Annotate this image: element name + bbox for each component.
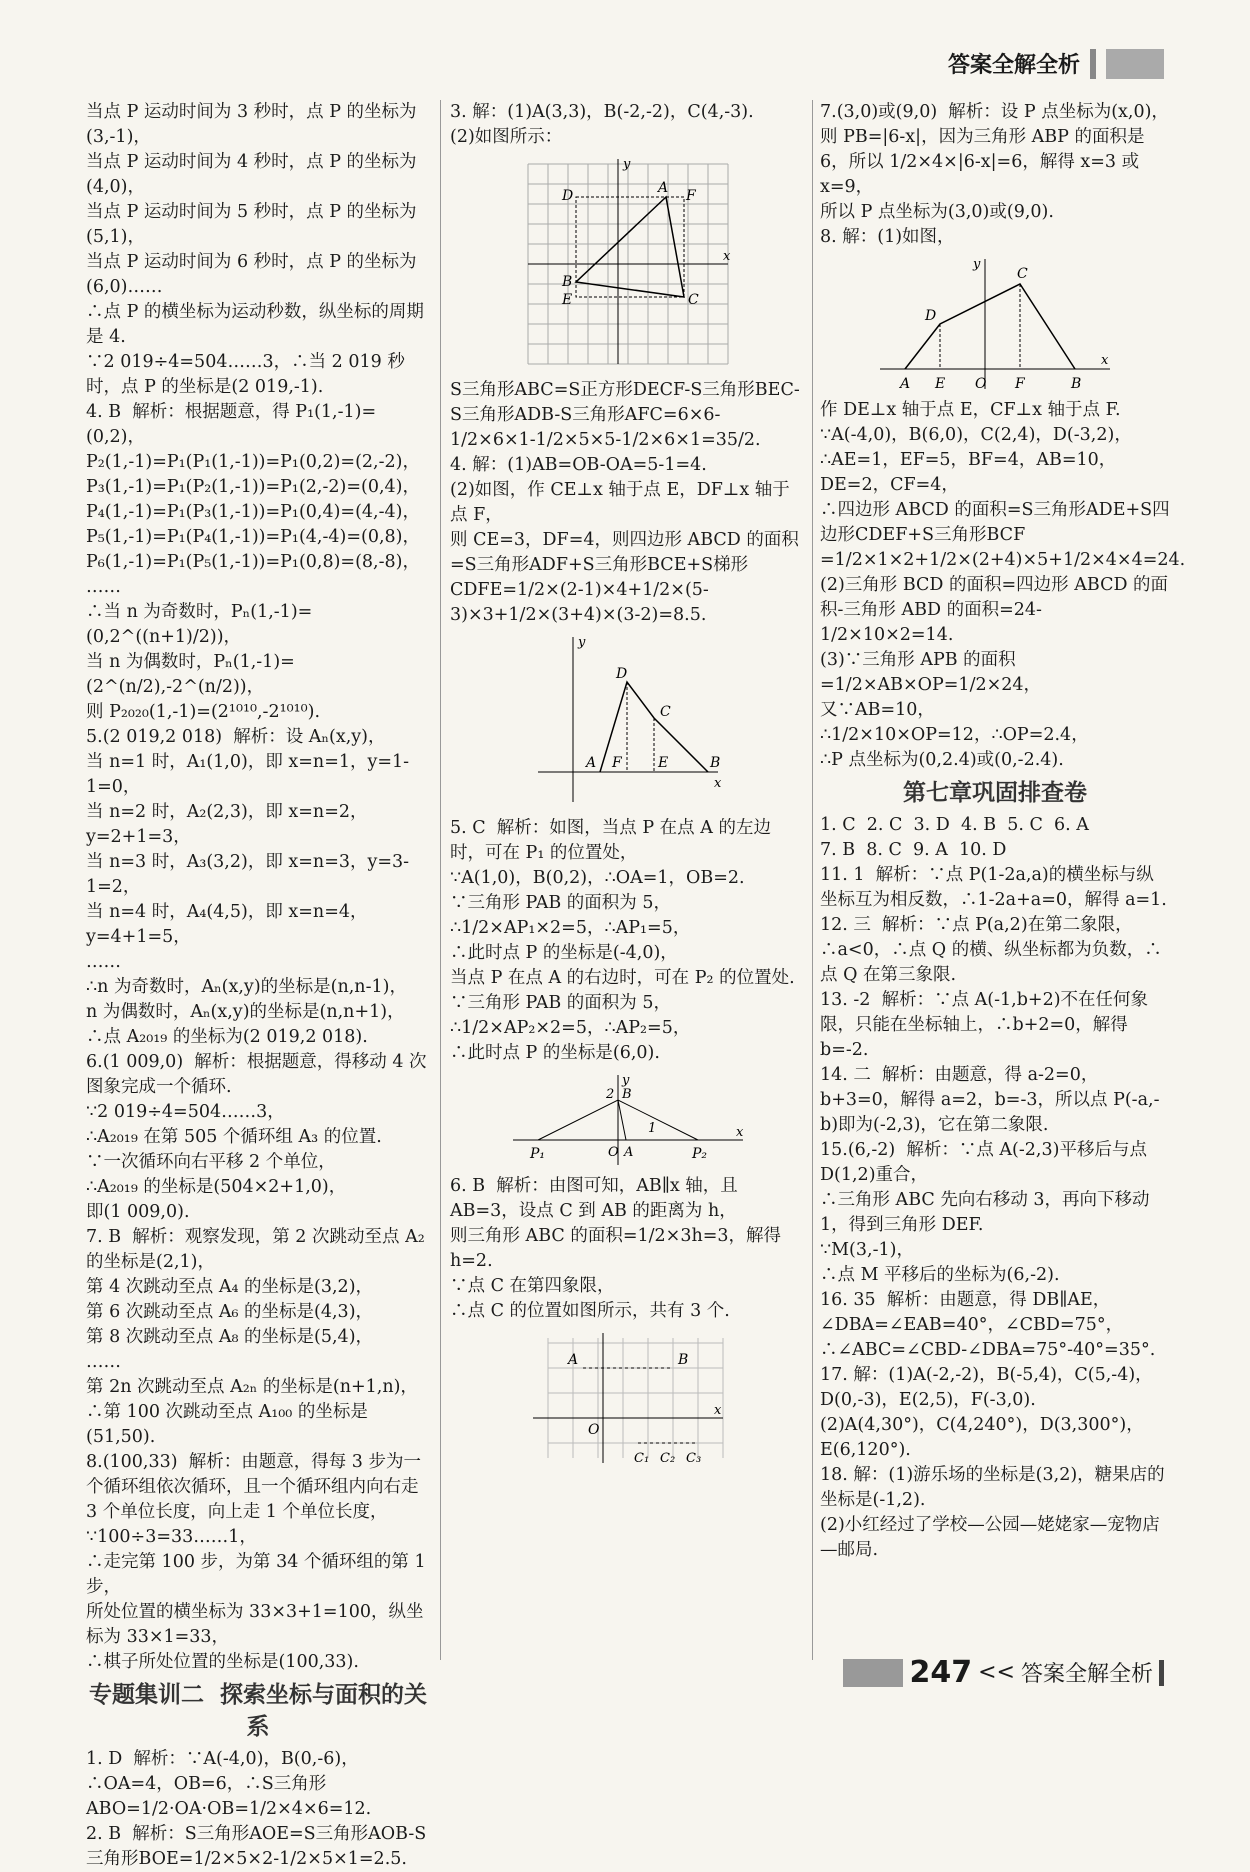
text-line: 则三角形 ABC 的面积=1/2×3h=3，解得 h=2. (450, 1226, 787, 1271)
figure-grid-abcd (528, 632, 728, 812)
footer-bar (1159, 1660, 1164, 1686)
fig1-label-D: D (561, 188, 573, 204)
fig1-label-C: C (687, 292, 699, 308)
text-line: ∴当 n 为奇数时，Pₙ(1,-1)=(0,2^((n+1)/2))， (86, 602, 313, 647)
fig4-label-C1: C₁ (633, 1451, 649, 1466)
fig4-axis-x: x (713, 1403, 721, 1418)
text-line: ∵2 019÷4=504……3， (86, 1102, 285, 1122)
page-footer (843, 1655, 1164, 1690)
fig2-label-B: B (709, 755, 720, 771)
text-line: 5. C 解析：如图，当点 P 在点 A 的左边时，可在 P₁ 的位置处， (450, 818, 771, 863)
column-1 (86, 100, 430, 1872)
text-line: S三角形ABC=S正方形DECF-S三角形BEC-S三角形ADB-S三角形AFC=6×6-1/2×6×1-1/2×5×5-1/2×6×1=35/2. (450, 380, 800, 450)
text-line: ∴1/2×AP₂×2=5，∴AP₂=5， (450, 1018, 691, 1038)
figure-quad-abcd (875, 254, 1115, 394)
fig3-label-B: B (621, 1087, 632, 1102)
text-line: =1/2×1×2+1/2×(2+4)×5+1/2×4×4=24. (820, 550, 1186, 570)
column-divider-2 (812, 100, 813, 1660)
text-line: (2)A(4,30°)，C(4,240°)，D(3,300°)，E(6,120°). (820, 1415, 1144, 1460)
text-line: P₆(1,-1)=P₁(P₅(1,-1))=P₁(0,8)=(8,-8)， (86, 552, 420, 572)
fig1-label-F: F (685, 188, 696, 204)
col2-top (450, 100, 805, 150)
text-line: 当点 P 运动时间为 6 秒时，点 P 的坐标为(6,0)…… (86, 252, 417, 297)
fig5-label-D: D (925, 308, 937, 324)
text-line: 11. 1 解析：∵点 P(1-2a,a)的横坐标与纵坐标互为相反数，∴1-2a+a=0，解得 a=1. (820, 865, 1167, 910)
text-line: …… (86, 952, 121, 972)
text-line: P₄(1,-1)=P₁(P₃(1,-1))=P₁(0,4)=(4,-4)， (86, 502, 420, 522)
text-line: 12. 三 解析：∵点 P(a,2)在第二象限，∴a<0，∴点 Q 的横、纵坐标都为负数，∴点 Q 在第三象限. (820, 915, 1162, 985)
header-block (1106, 49, 1164, 79)
text-line: 当点 P 运动时间为 3 秒时，点 P 的坐标为(3,-1)， (86, 102, 417, 147)
text-line: 又∵AB=10， (820, 700, 935, 720)
text-line: 1. C 2. C 3. D 4. B 5. C 6. A (820, 815, 1089, 835)
fig4-label-B: B (677, 1352, 688, 1368)
text-line: 2. B 解析：S三角形AOE=S三角形AOB-S三角形BOE=1/2×5×2-1/2×5×1=2.5. (86, 1824, 427, 1869)
col1-text (86, 100, 430, 1675)
text-line: ∴A₂₀₁₉ 的坐标是(504×2+1,0)， (86, 1177, 347, 1197)
text-line: 8.(100,33) 解析：由题意，得每 3 步为一个循环组依次循环，且一个循环组内向右走 3 个单位长度，向上走 1 个单位长度， (86, 1452, 425, 1522)
text-line: 当 n 为偶数时，Pₙ(1,-1)=(2^(n/2),-2^(n/2))， (86, 652, 295, 697)
text-line: ∴四边形 ABCD 的面积=S三角形ADE+S四边形CDEF+S三角形BCF (820, 500, 1170, 545)
fig3-label-P2: P₂ (691, 1146, 707, 1162)
text-line: 16. 35 解析：由题意，得 DB∥AE，∠DBA=∠EAB=40°，∠CBD=75°，∴∠ABC=∠CBD-∠DBA=75°-40°=35°. (820, 1290, 1156, 1360)
text-line: 5.(2 019,2 018) 解析：设 Aₙ(x,y)， (86, 727, 386, 747)
text-line: ∴点 C 的位置如图所示，共有 3 个. (450, 1301, 730, 1321)
text-line: ∴此时点 P 的坐标是(-4,0)， (450, 943, 678, 963)
text-line: …… (86, 577, 121, 597)
col3-mid (820, 398, 1186, 773)
fig1-label-E: E (561, 292, 572, 308)
fig5-label-B: B (1071, 376, 1082, 392)
page-header (948, 48, 1164, 79)
text-line: 所处位置的横坐标为 33×3+1=100，纵坐标为 33×1=33， (86, 1602, 424, 1647)
column-2 (450, 100, 805, 1472)
text-line: ∴1/2×10×OP=12，∴OP=2.4， (820, 725, 1089, 745)
text-line: ∵A(-4,0)，B(6,0)，C(2,4)，D(-3,2)， (820, 425, 1132, 445)
text-line: (3)∵三角形 APB 的面积=1/2×AB×OP=1/2×24， (820, 650, 1042, 695)
text-line: 7. B 解析：观察发现，第 2 次跳动至点 A₂ 的坐标是(2,1)， (86, 1227, 431, 1272)
text-line: 当点 P 在点 A 的右边时，可在 P₂ 的位置处. (450, 968, 795, 988)
text-line: 所以 P 点坐标为(3,0)或(9,0). (820, 202, 1054, 222)
text-line: P₃(1,-1)=P₁(P₂(1,-1))=P₁(2,-2)=(0,4)， (86, 477, 420, 497)
text-line: ∵2 019÷4=504……3，∴当 2 019 秒时，点 P 的坐标是(2 019,-1). (86, 352, 405, 397)
text-line: ∴此时点 P 的坐标是(6,0). (450, 1043, 660, 1063)
fig3-label-P1: P₁ (529, 1146, 545, 1162)
text-line: 当点 P 运动时间为 4 秒时，点 P 的坐标为(4,0)， (86, 152, 417, 197)
text-line: 当点 P 运动时间为 5 秒时，点 P 的坐标为(5,1)， (86, 202, 417, 247)
text-line: ∵三角形 PAB 的面积为 5， (450, 993, 671, 1013)
col2-mid3 (450, 1174, 805, 1324)
text-line: ∵点 C 在第四象限， (450, 1276, 615, 1296)
text-line: ∴AE=1，EF=5，BF=4，AB=10，DE=2，CF=4， (820, 450, 1117, 495)
text-line: 17. 解：(1)A(-2,-2)，B(-5,4)，C(5,-4)，D(0,-3)，E(2,5)，F(-3,0). (820, 1365, 1153, 1410)
text-line: 当 n=3 时，A₃(3,2)，即 x=n=3，y=3-1=2， (86, 852, 410, 897)
text-line: 7. B 8. C 9. A 10. D (820, 840, 1007, 860)
footer-block (843, 1659, 903, 1687)
fig3-label-2: 2 (605, 1087, 614, 1102)
text-line: ∵A(1,0)，B(0,2)，∴OA=1，OB=2. (450, 868, 745, 888)
text-line: ∴点 M 平移后的坐标为(6,-2). (820, 1265, 1060, 1285)
text-line: ∵M(3,-1)， (820, 1240, 914, 1260)
section-title-7: 第七章巩固排查卷 (903, 780, 1087, 806)
text-line: (2)小红经过了学校—公园—姥姥家—宠物店—邮局. (820, 1515, 1160, 1560)
col2-mid2 (450, 816, 805, 1066)
text-line: 4. B 解析：根据题意，得 P₁(1,-1)=(0,2)， (86, 402, 377, 447)
section-title-2: 专题集训二 探索坐标与面积的关系 (88, 1682, 427, 1740)
text-line: ∵100÷3=33……1， (86, 1527, 257, 1547)
fig4-label-O: O (587, 1422, 599, 1438)
fig2-label-D: D (615, 666, 627, 682)
fig2-axis-x: x (713, 776, 721, 791)
fig2-label-F: F (611, 755, 622, 771)
text-line: 当 n=1 时，A₁(1,0)，即 x=n=1，y=1-1=0， (86, 752, 410, 797)
text-line: 第 6 次跳动至点 A₆ 的坐标是(4,3)， (86, 1302, 374, 1322)
column-divider-1 (440, 100, 441, 1660)
fig4-label-C3: C₃ (685, 1451, 701, 1466)
text-line: (2)如图所示： (450, 127, 563, 147)
fig1-axis-x: x (722, 249, 730, 264)
header-title: 答案全解全析 (947, 53, 1080, 78)
text-line: 6. B 解析：由图可知，AB∥x 轴，且 AB=3，设点 C 到 AB 的距离为 h， (450, 1176, 744, 1221)
fig4-label-A: A (567, 1352, 578, 1368)
fig5-label-F: F (1015, 376, 1025, 392)
fig1-label-A: A (657, 180, 668, 196)
fig3-axis-x: x (735, 1125, 743, 1140)
col3-after (820, 813, 1170, 1563)
text-line: 即(1 009,0). (86, 1202, 190, 1222)
fig3-label-A: A (623, 1145, 633, 1160)
text-line: 1. D 解析：∵A(-4,0)，B(0,-6)，∴OA=4，OB=6，∴S三角形ABO=1/2·OA·OB=1/2×4×6=12. (86, 1749, 372, 1819)
col3-top (820, 100, 1170, 250)
text-line: ∴棋子所处位置的坐标是(100,33). (86, 1652, 359, 1672)
text-line: 则 CE=3，DF=4，则四边形 ABCD 的面积=S三角形ADF+S三角形BCE+S梯形CDFE=1/2×(2-1)×4+1/2×(5-3)×3+1/2×(3+4)×(3-2)=8.5. (450, 530, 799, 625)
text-line: 13. -2 解析：∵点 A(-1,b+2)不在任何象限，只能在坐标轴上，∴b+2=0，解得 b=-2. (820, 990, 1149, 1060)
text-line: 当 n=4 时，A₄(4,5)，即 x=n=4，y=4+1=5， (86, 902, 368, 947)
text-line: 第 2n 次跳动至点 A₂ₙ 的坐标是(n+1,n)， (86, 1377, 418, 1397)
text-line: 4. 解：(1)AB=OB-OA=5-1=4. (450, 455, 707, 475)
fig5-label-C: C (1017, 266, 1028, 282)
fig2-label-C: C (659, 704, 671, 720)
text-line: …… (86, 1352, 121, 1372)
fig3-label-O: O (607, 1145, 619, 1160)
header-bar (1090, 49, 1096, 79)
text-line: 7.(3,0)或(9,0) 解析：设 P 点坐标为(x,0)，则 PB=|6-x|，因为三角形 ABP 的面积是 6，所以 1/2×4×|6-x|=6，解得 x=3 或 x=9， (820, 102, 1169, 197)
text-line: ∴1/2×AP₁×2=5，∴AP₁=5， (450, 918, 691, 938)
text-line: ∵三角形 PAB 的面积为 5， (450, 893, 671, 913)
text-line: 则 P₂₀₂₀(1,-1)=(2¹⁰¹⁰,-2¹⁰¹⁰). (86, 702, 321, 722)
text-line: ∴A₂₀₁₉ 在第 505 个循环组 A₃ 的位置. (86, 1127, 382, 1147)
figure-grid-abc (518, 154, 738, 374)
text-line: ∴三角形 ABC 先向右移动 3，再向下移动 1，得到三角形 DEF. (820, 1190, 1156, 1235)
fig3-label-1: 1 (647, 1121, 656, 1136)
text-line: ∴点 P 的横坐标为运动秒数，纵坐标的周期是 4. (86, 302, 424, 347)
text-line: 6.(1 009,0) 解析：根据题意，得移动 4 次图象完成一个循环. (86, 1052, 427, 1097)
figure-c-points (528, 1328, 728, 1468)
text-line: 当 n=2 时，A₂(2,3)，即 x=n=2，y=2+1=3， (86, 802, 368, 847)
text-line: ∴P 点坐标为(0,2.4)或(0,-2.4). (820, 750, 1064, 770)
text-line: 8. 解：(1)如图， (820, 227, 955, 247)
page-number: 247 (909, 1655, 973, 1690)
fig5-axis-x: x (1101, 353, 1109, 368)
fig1-label-B: B (561, 274, 572, 290)
text-line: 15.(6,-2) 解析：∵点 A(-2,3)平移后与点 D(1,2)重合， (820, 1140, 1153, 1185)
col1-after (86, 1747, 430, 1872)
text-line: (2)三角形 BCD 的面积=四边形 ABCD 的面积-三角形 ABD 的面积=24-1/2×10×2=14. (820, 575, 1169, 645)
text-line: 3. 解：(1)A(3,3)，B(-2,-2)，C(4,-3). (450, 102, 754, 122)
fig5-axis-y: y (973, 257, 981, 272)
fig5-label-A: A (900, 376, 911, 392)
col2-mid1 (450, 378, 805, 628)
text-line: n 为偶数时，Aₙ(x,y)的坐标是(n,n+1)， (86, 1002, 405, 1022)
fig5-label-E: E (935, 376, 946, 392)
fig4-label-C2: C₂ (659, 1451, 675, 1466)
text-line: 18. 解：(1)游乐场的坐标是(3,2)，糖果店的坐标是(-1,2). (820, 1465, 1165, 1510)
fig1-axis-y: y (622, 157, 630, 172)
column-3 (820, 100, 1186, 1563)
footer-arrows: << (978, 1660, 1015, 1685)
text-line: 14. 二 解析：由题意，得 a-2=0，b+3=0，解得 a=2，b=-3，所以点 P(-a,-b)即为(-2,3)，它在第二象限. (820, 1065, 1160, 1135)
fig5-label-O: O (975, 376, 987, 392)
text-line: 第 8 次跳动至点 A₈ 的坐标是(5,4)， (86, 1327, 374, 1347)
text-line: ∵一次循环向右平移 2 个单位， (86, 1152, 336, 1172)
fig2-label-E: E (657, 755, 668, 771)
text-line: 作 DE⊥x 轴于点 E，CF⊥x 轴于点 F. (820, 400, 1121, 420)
fig2-label-A: A (585, 755, 596, 771)
text-line: ∴点 A₂₀₁₉ 的坐标为(2 019,2 018). (86, 1027, 368, 1047)
fig3-axis-y: y (621, 1073, 629, 1088)
text-line: P₅(1,-1)=P₁(P₄(1,-1))=P₁(4,-4)=(0,8)， (86, 527, 420, 547)
text-line: ∴n 为奇数时，Aₙ(x,y)的坐标是(n,n-1)， (86, 977, 407, 997)
text-line: (2)如图，作 CE⊥x 轴于点 E，DF⊥x 轴于点 F， (450, 480, 790, 525)
figure-p1-p2 (508, 1070, 748, 1170)
footer-title: 答案全解全析 (1020, 1662, 1153, 1687)
text-line: ∴第 100 次跳动至点 A₁₀₀ 的坐标是(51,50). (86, 1402, 368, 1447)
fig2-axis-y: y (577, 635, 585, 650)
text-line: ∴走完第 100 步，为第 34 个循环组的第 1 步， (86, 1552, 432, 1597)
text-line: P₂(1,-1)=P₁(P₁(1,-1))=P₁(0,2)=(2,-2)， (86, 452, 420, 472)
text-line: 第 4 次跳动至点 A₄ 的坐标是(3,2)， (86, 1277, 374, 1297)
